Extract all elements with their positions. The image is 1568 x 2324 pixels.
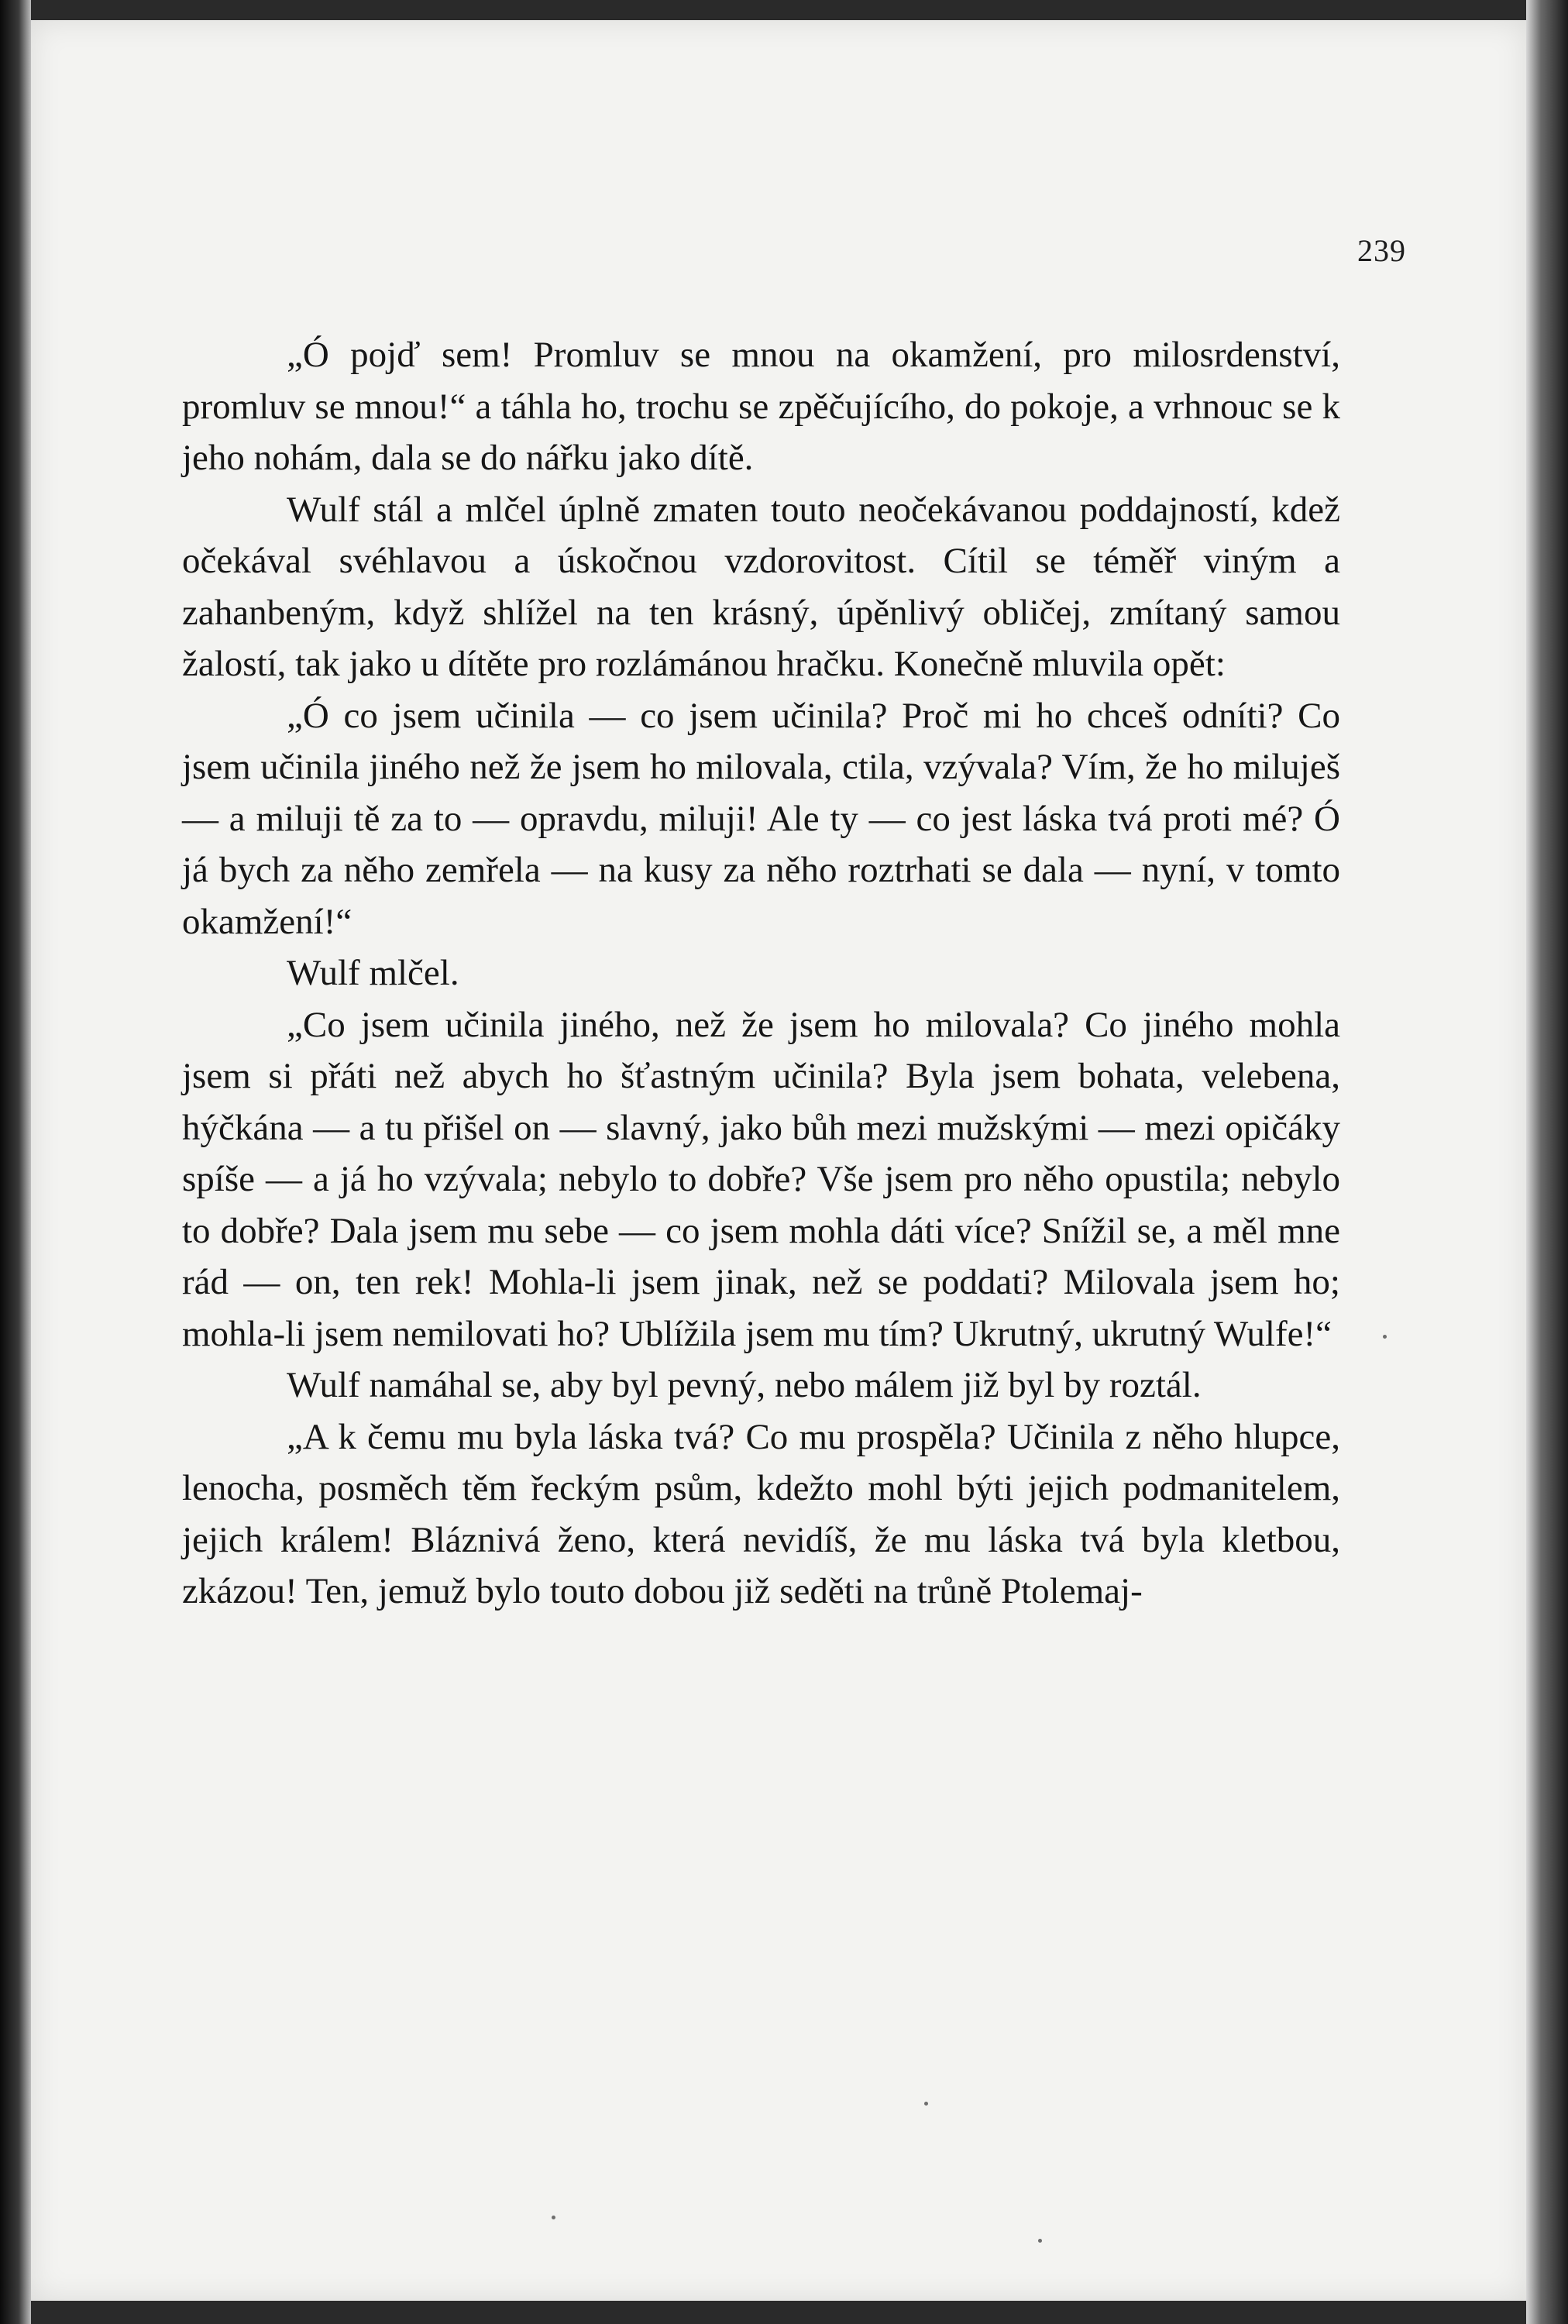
page-number: 239 <box>1357 233 1406 268</box>
paragraph: Wulf namáhal se, aby byl pevný, nebo málem již byl by roztál. <box>287 1365 1202 1405</box>
paragraph: „Co jsem učinila jiného, než že jsem ho milovala? Co jiného mohla jsem si přáti než abych ho šťastným učinila? Byla jsem bohata, velebena, hýčkána — a tu přišel on — slavný, jako bůh mezi mužskými — mezi opičáky spíše — a já ho vzývala; nebylo to dobře? Vše jsem pro něho opustila; nebylo to dobře? Dala jsem mu sebe — co jsem mohla dáti více? Snížil se, a měl mne rád — on, ten rek! Mohla-li jsem jinak, než se poddati? Milovala jsem ho; mohla-li jsem nemilovati ho? Ublížila jsem mu tím? Ukrutný, ukrutný Wulfe!“ <box>182 1004 1340 1354</box>
paragraph: Wulf mlčel. <box>287 953 459 993</box>
paper-speck <box>924 2102 928 2106</box>
body-text <box>182 329 1340 1618</box>
paragraph: „A k čemu mu byla láska tvá? Co mu prospěla? Učinila z něho hlupce, lenocha, posměch těm řeckým psům, kdežto mohl býti jejich podmanitelem, jejich králem! Bláznivá ženo, která nevidíš, že mu láska tvá byla kletbou, zkázou! Ten, jemuž bylo touto dobou již seděti na trůně Ptolemaj- <box>182 1416 1340 1611</box>
paper-speck <box>1383 1335 1387 1339</box>
paper-speck <box>1038 2239 1042 2243</box>
paragraph: Wulf stál a mlčel úplně zmaten touto neočekávanou poddajností, kdež očekával svéhlavou a úskočnou vzdorovitost. Cítil se téměř viným a zahanbeným, když shlížel na ten krásný, úpěnlivý obličej, zmítaný samou žalostí, tak jako u dítěte pro rozlámánou hračku. Konečně mluvila opět: <box>182 489 1340 684</box>
paragraph: „Ó co jsem učinila — co jsem učinila? Proč mi ho chceš odníti? Co jsem učinila jiného než že jsem ho milovala, ctila, vzývala? Vím, že ho miluješ — a miluji tě za to — opravdu, miluji! Ale ty — co jest láska tvá proti mé? Ó já bych za něho zemřela — na kusy za něho roztrhati se dala — nyní, v tomto okamžení!“ <box>182 695 1340 942</box>
page-edge-shadow <box>1526 0 1568 2324</box>
binding-shadow <box>0 0 31 2324</box>
paragraph: „Ó pojď sem! Promluv se mnou na okamžení, pro milosrdenství, promluv se mnou!“ a táhla ho, trochu se zpěčujícího, do pokoje, a vrhnouc se k jeho nohám, dala se do nářku jako dítě. <box>182 335 1340 478</box>
paper-speck <box>552 2216 555 2219</box>
